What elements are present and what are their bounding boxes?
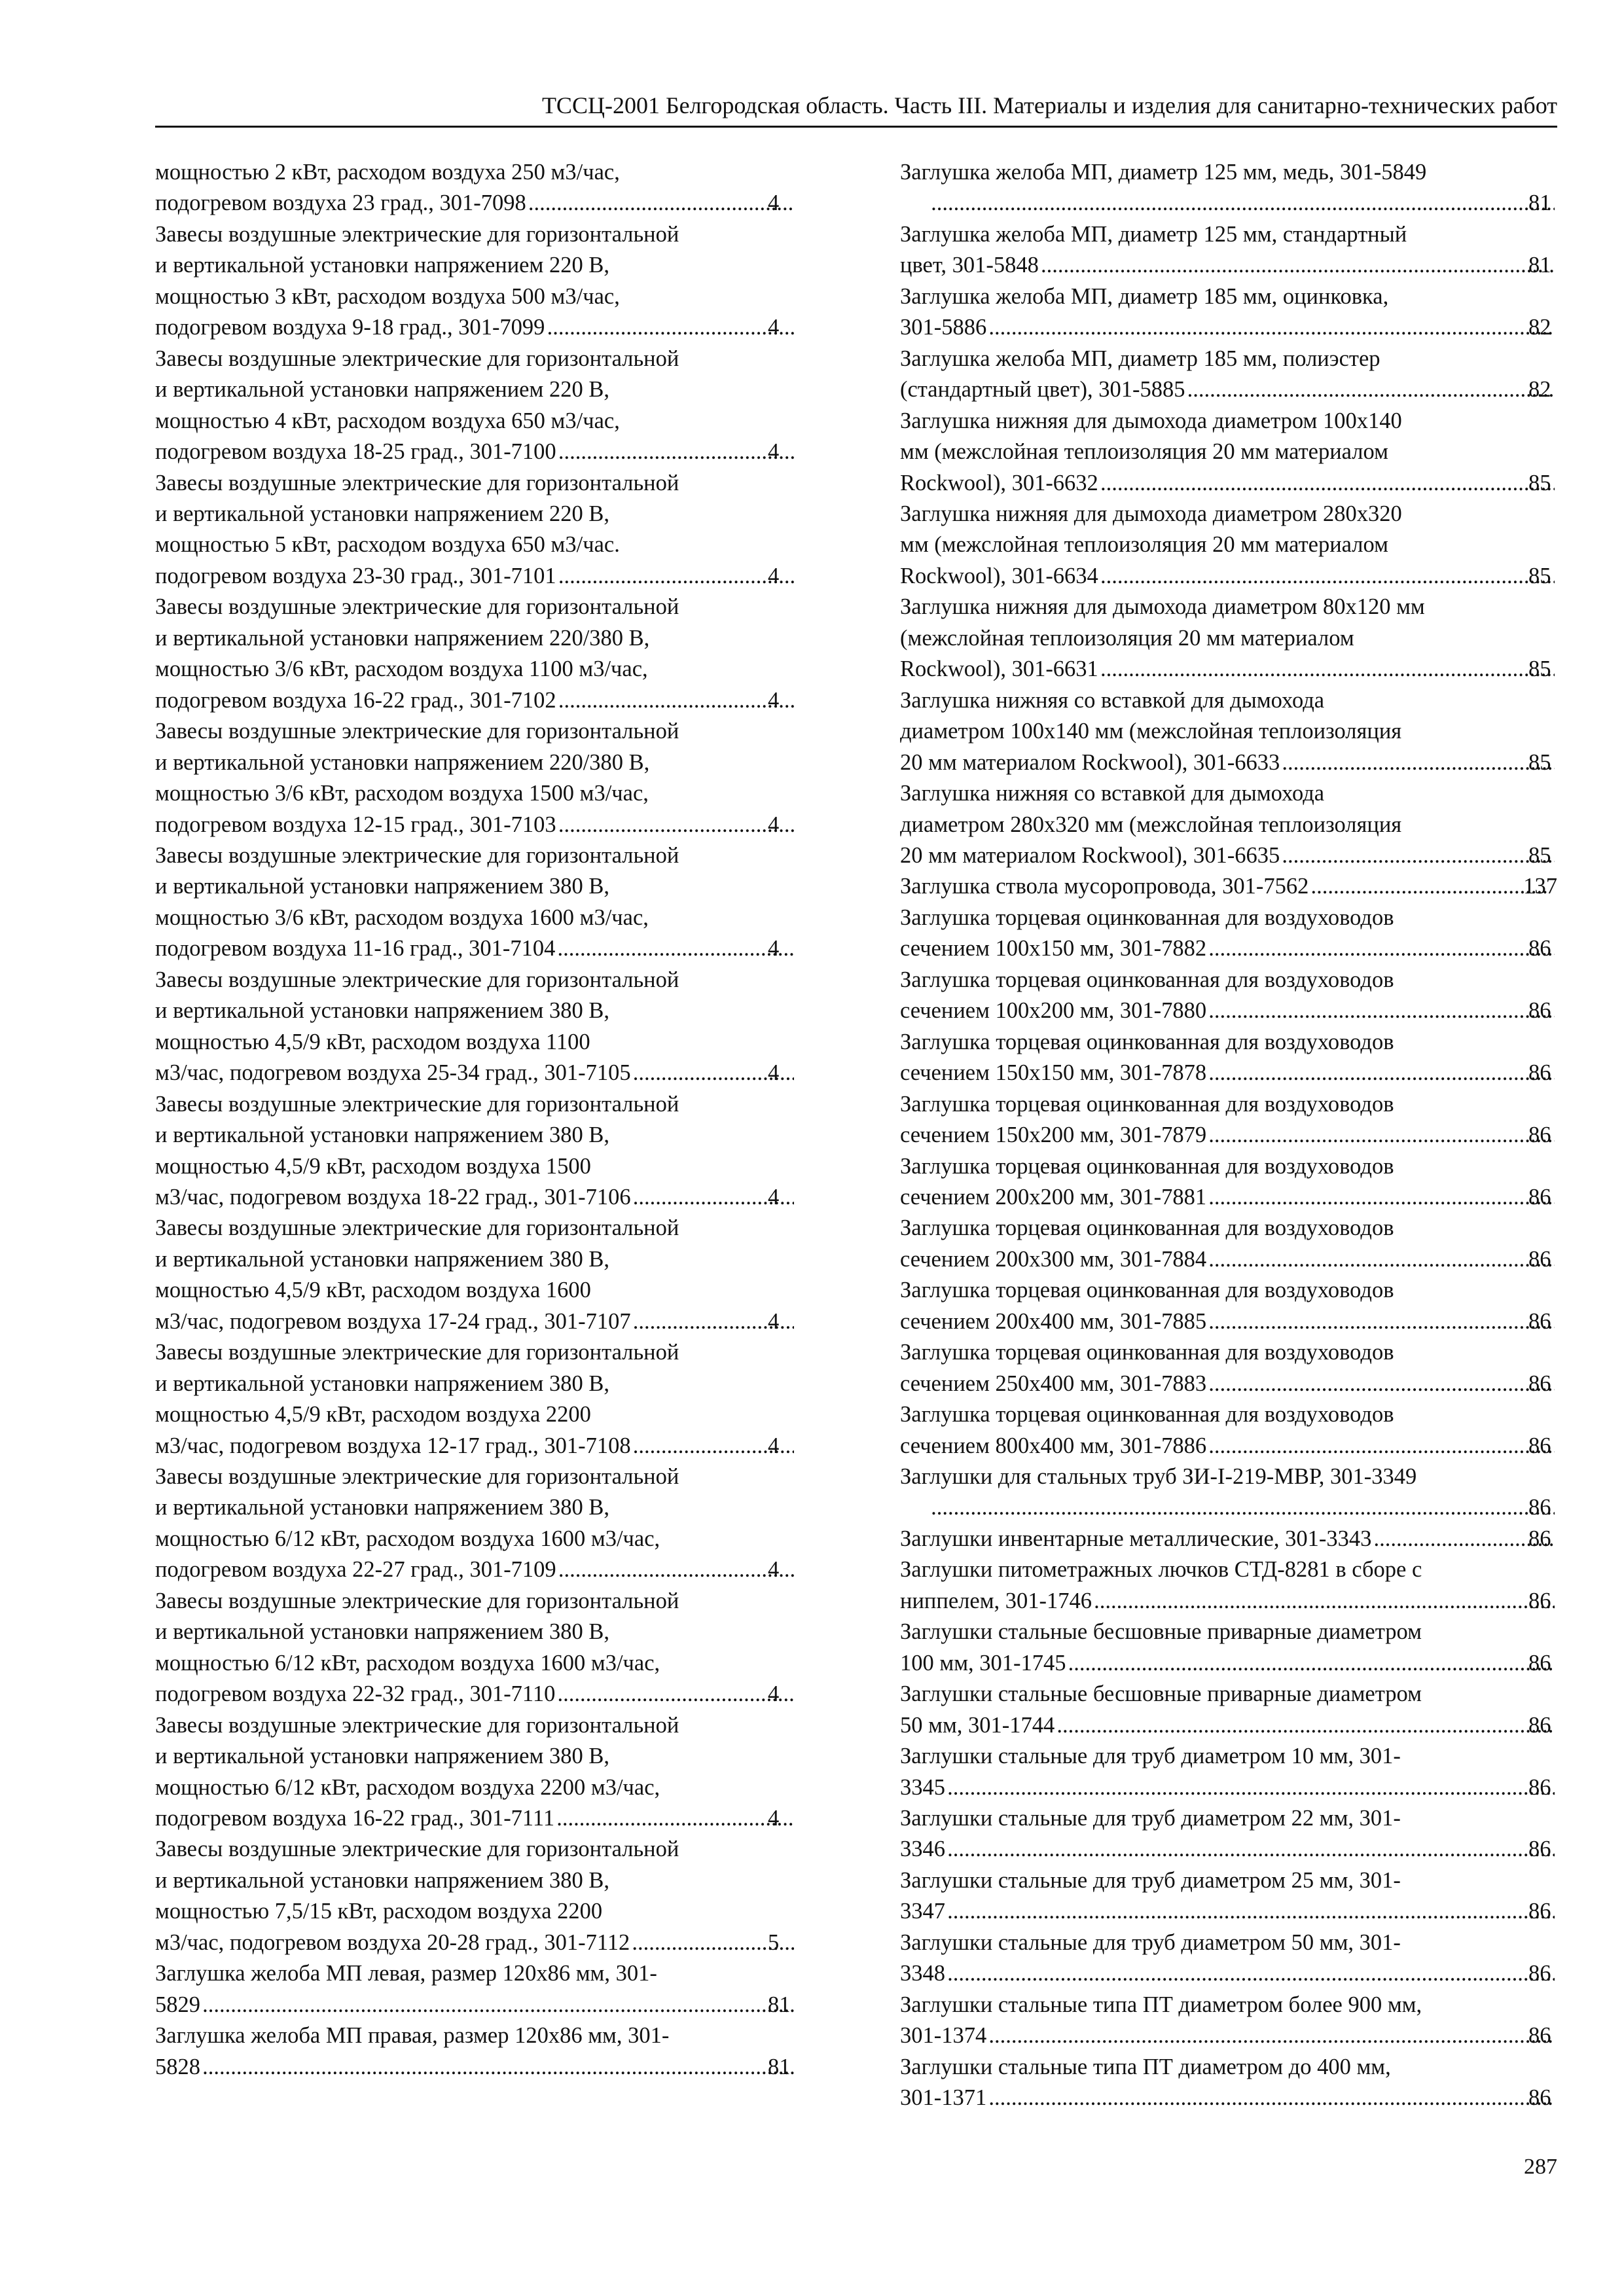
index-entry bbox=[900, 1524, 1557, 1554]
dot-leader bbox=[1209, 1182, 1555, 1213]
entry-text-line: подогревом воздуха 22-27 град., 301-7109 bbox=[155, 1557, 556, 1583]
entry-text-line: подогревом воздуха 12-15 град., 301-7103 bbox=[155, 812, 556, 837]
index-entry bbox=[900, 219, 1557, 281]
entry-text-line: сечением 100х150 мм, 301-7882 bbox=[900, 936, 1207, 961]
entry-leader-line: подогревом воздуха 18-25 град., 301-7100 ..... 4 bbox=[184, 437, 797, 467]
entry-text-line: Завесы воздушные электрические для горизонтальной bbox=[155, 1588, 679, 1613]
entry-text-line: Завесы воздушные электрические для горизонтальной bbox=[155, 594, 679, 620]
entry-text-line: Заглушки стальные для труб диаметром 25 мм, 301- bbox=[900, 1867, 1401, 1893]
entry-text-line: мм (межслойная теплоизоляция 20 мм материалом bbox=[900, 532, 1388, 558]
entry-text-line: мощностью 4,5/9 кВт, расходом воздуха 1600 bbox=[155, 1278, 591, 1303]
entry-text-line: Заглушка торцевая оцинкованная для воздуховодов bbox=[900, 1029, 1394, 1054]
entry-text-line: Заглушки стальные для труб диаметром 10 мм, 301- bbox=[900, 1744, 1401, 1769]
entry-leader-line: подогревом воздуха 22-32 град., 301-7110 ..... 4 bbox=[184, 1679, 797, 1710]
entry-leader-line: 100 мм, 301-1745 ..... 86 bbox=[929, 1648, 1557, 1679]
entry-leader-line: сечением 800х400 мм, 301-7886 ..... 86 bbox=[929, 1431, 1557, 1462]
dot-leader bbox=[948, 1958, 1555, 1989]
entry-text-line: 20 мм материалом Rockwool), 301-6635 bbox=[900, 842, 1280, 868]
index-entry bbox=[900, 1617, 1557, 1679]
dot-leader bbox=[1209, 996, 1555, 1026]
index-entry bbox=[155, 1958, 797, 2020]
entry-leader-line: Rockwool), 301-6631 ..... 85 bbox=[929, 654, 1557, 685]
entry-text-line: Заглушка нижняя для дымохода диаметром 80х120 мм bbox=[900, 594, 1425, 620]
index-column-left bbox=[155, 157, 797, 2083]
dot-leader bbox=[1209, 1306, 1555, 1337]
entry-text-line: сечением 200х400 мм, 301-7885 bbox=[900, 1308, 1207, 1334]
entry-text-line: 3348 bbox=[900, 1961, 945, 1986]
entry-leader-line: 3346 ..... 86 bbox=[929, 1834, 1557, 1865]
index-entry bbox=[900, 1803, 1557, 1865]
dot-leader bbox=[1282, 747, 1555, 778]
entry-leader-line: м3/час, подогревом воздуха 25-34 град., 301-7105 ..... 4 bbox=[184, 1058, 797, 1088]
entry-leader-line: (стандартный цвет), 301-5885 ..... 82 bbox=[929, 374, 1557, 405]
entry-text-line: (межслойная теплоизоляция 20 мм материалом bbox=[900, 625, 1354, 651]
entry-text-line: сечением 200х300 мм, 301-7884 bbox=[900, 1246, 1207, 1272]
entry-text-line: сечением 250х400 мм, 301-7883 bbox=[900, 1371, 1207, 1396]
entry-text-line: Rockwool), 301-6632 bbox=[900, 470, 1098, 495]
index-entry bbox=[155, 468, 797, 592]
entry-text-line: цвет, 301-5848 bbox=[900, 253, 1039, 278]
entry-text-line: Заглушка торцевая оцинкованная для воздуховодов bbox=[900, 1402, 1394, 1427]
entry-text-line: Заглушка нижняя со вставкой для дымохода bbox=[900, 687, 1325, 713]
entry-text-line: мощностью 4,5/9 кВт, расходом воздуха 2200 bbox=[155, 1402, 591, 1427]
dot-leader bbox=[1101, 468, 1555, 499]
entry-text-line: 3346 bbox=[900, 1837, 945, 1862]
entry-leader-line: 301-1374 ..... 86 bbox=[929, 2020, 1557, 2051]
entry-text-line: Заглушки стальные бесшовные приварные диаметром bbox=[900, 1681, 1422, 1707]
index-entry bbox=[155, 840, 797, 965]
entry-text-line: Завесы воздушные электрические для горизонтальной bbox=[155, 842, 679, 868]
entry-text-line: Заглушка торцевая оцинкованная для воздуховодов bbox=[900, 1215, 1394, 1241]
dot-leader bbox=[1187, 374, 1555, 405]
index-entry bbox=[155, 1462, 797, 1586]
dot-leader bbox=[1209, 1058, 1555, 1088]
entry-leader-line: м3/час, подогревом воздуха 12-17 град., 301-7108 ..... 4 bbox=[184, 1431, 797, 1462]
entry-text-line: мощностью 4,5/9 кВт, расходом воздуха 1500 bbox=[155, 1153, 591, 1179]
entry-text-line: Завесы воздушные электрические для горизонтальной bbox=[155, 1712, 679, 1738]
entry-text-line: 50 мм, 301-1744 bbox=[900, 1712, 1055, 1738]
dot-leader bbox=[948, 1772, 1555, 1803]
index-column-right bbox=[900, 157, 1557, 2114]
entry-text-line: сечением 200х200 мм, 301-7881 bbox=[900, 1184, 1207, 1210]
entry-leader-line bbox=[900, 871, 1557, 902]
index-entry bbox=[155, 592, 797, 716]
entry-text-line: подогревом воздуха 23 град., 301-7098 bbox=[155, 190, 526, 216]
entry-text-line: 100 мм, 301-1745 bbox=[900, 1650, 1066, 1676]
index-entry bbox=[155, 2020, 797, 2083]
entry-text-line: 5828 bbox=[155, 2054, 200, 2079]
entry-text-line: 5829 bbox=[155, 1992, 200, 2017]
index-entry bbox=[900, 1213, 1557, 1275]
dot-leader bbox=[989, 312, 1555, 343]
entry-text-line: подогревом воздуха 16-22 град., 301-7111 bbox=[155, 1806, 555, 1831]
entry-page-ref: 137 bbox=[1523, 874, 1557, 899]
entry-text-line: мощностью 5 кВт, расходом воздуха 650 м3/час. bbox=[155, 532, 620, 558]
dot-leader bbox=[931, 188, 1555, 219]
entry-leader-line: сечением 200х200 мм, 301-7881 ..... 86 bbox=[929, 1182, 1557, 1213]
entry-text-line: 301-1371 bbox=[900, 2085, 987, 2111]
entry-text-line: Заглушка торцевая оцинкованная для воздуховодов bbox=[900, 1340, 1394, 1365]
entry-text-line: мощностью 6/12 кВт, расходом воздуха 2200 м3/час, bbox=[155, 1774, 660, 1800]
entry-leader-line: м3/час, подогревом воздуха 18-22 град., 301-7106 ..... 4 bbox=[184, 1182, 797, 1213]
entry-text-line: Заглушка торцевая оцинкованная для воздуховодов bbox=[900, 905, 1394, 930]
entry-text-line: Rockwool), 301-6634 bbox=[900, 563, 1098, 588]
dot-leader bbox=[1101, 654, 1555, 685]
index-entry bbox=[155, 1337, 797, 1462]
entry-text-line: Заглушка нижняя для дымохода диаметром 280х320 bbox=[900, 501, 1402, 526]
entry-text-line: Заглушки стальные бесшовные приварные диаметром bbox=[900, 1619, 1422, 1645]
entry-text-line: 20 мм материалом Rockwool), 301-6633 bbox=[900, 749, 1280, 775]
entry-leader-line: сечением 100х200 мм, 301-7880 ..... 86 bbox=[929, 996, 1557, 1026]
entry-leader-line: подогревом воздуха 22-27 град., 301-7109 ..... 4 bbox=[184, 1554, 797, 1585]
entry-text-line: 301-5886 bbox=[900, 315, 987, 340]
entry-text-line: сечением 150х150 мм, 301-7878 bbox=[900, 1060, 1207, 1086]
entry-text-line: 3345 bbox=[900, 1774, 945, 1800]
index-entry bbox=[900, 499, 1557, 592]
dot-leader bbox=[1282, 840, 1555, 871]
dot-leader bbox=[1209, 933, 1555, 964]
entry-text-line: ниппелем, 301-1746 bbox=[900, 1588, 1092, 1613]
entry-text-line: Заглушки питометражных лючков СТД-8281 в сборе с bbox=[900, 1557, 1422, 1583]
dot-leader bbox=[1209, 1120, 1555, 1151]
entry-leader-line: 3348 ..... 86 bbox=[929, 1958, 1557, 1989]
index-entry bbox=[900, 592, 1557, 685]
entry-text-line: подогревом воздуха 9-18 град., 301-7099 bbox=[155, 315, 545, 340]
entry-text-line: сечением 150х200 мм, 301-7879 bbox=[900, 1122, 1207, 1148]
dot-leader bbox=[1374, 1524, 1555, 1554]
entry-leader-line: подогревом воздуха 23 град., 301-7098 ..... 4 bbox=[184, 188, 797, 219]
entry-text-line: сечением 800х400 мм, 301-7886 bbox=[900, 1433, 1207, 1458]
entry-leader-line: сечением 150х200 мм, 301-7879 ..... 86 bbox=[929, 1120, 1557, 1151]
entry-leader-line: Rockwool), 301-6634 ..... 85 bbox=[929, 561, 1557, 592]
entry-text-line: Заглушка желоба МП, диаметр 125 мм, стандартный bbox=[900, 221, 1407, 247]
entry-text-line: мощностью 4 кВт, расходом воздуха 650 м3/час, bbox=[155, 408, 620, 433]
dot-leader bbox=[1057, 1710, 1555, 1741]
entry-text-line: Заглушки для стальных труб ЗИ-I-219-МВР, 301-3349 bbox=[900, 1464, 1417, 1490]
dot-leader bbox=[559, 437, 794, 467]
entry-text-line: Завесы воздушные электрические для горизонтальной bbox=[155, 967, 679, 992]
entry-text-line: Заглушка желоба МП, диаметр 185 мм, оцинковка, bbox=[900, 283, 1389, 309]
entry-leader-line: 3345 ..... 86 bbox=[929, 1772, 1557, 1803]
entry-text-line: диаметром 280х320 мм (межслойная теплоизоляция bbox=[900, 812, 1402, 837]
header-title: ТССЦ-2001 Белгородская область. Часть III. Материалы и изделия для санитарно-технических работ bbox=[541, 92, 1557, 118]
entry-leader-line: м3/час, подогревом воздуха 17-24 град., 301-7107 ..... 4 bbox=[184, 1306, 797, 1337]
entry-leader-line: 301-5886 ..... 82 bbox=[929, 312, 1557, 343]
index-entry bbox=[900, 1679, 1557, 1741]
entry-text-line: и вертикальной установки напряжением 220/380 В, bbox=[155, 625, 650, 651]
entry-text-line: Заглушка желоба МП, диаметр 125 мм, медь, 301-5849 bbox=[900, 160, 1427, 185]
dot-leader bbox=[558, 1679, 794, 1710]
index-entry bbox=[900, 344, 1557, 406]
dot-leader bbox=[948, 1834, 1555, 1865]
index-entry bbox=[155, 965, 797, 1089]
dot-leader bbox=[547, 312, 794, 343]
entry-text-line: Заглушки стальные типа ПТ диаметром до 400 мм, bbox=[900, 2054, 1391, 2079]
index-entry bbox=[900, 1554, 1557, 1617]
entry-leader-line: 5828 ..... 81 bbox=[184, 2052, 797, 2083]
entry-text-line: Заглушки стальные для труб диаметром 50 мм, 301- bbox=[900, 1929, 1401, 1955]
index-entry bbox=[155, 1586, 797, 1710]
entry-text-line: Завесы воздушные электрические для горизонтальной bbox=[155, 1215, 679, 1241]
entry-text-line: Завесы воздушные электрические для горизонтальной bbox=[155, 1091, 679, 1117]
index-entry bbox=[900, 1027, 1557, 1089]
entry-text-line: м3/час, подогревом воздуха 18-22 град., 301-7106 bbox=[155, 1184, 631, 1210]
entry-text-line: и вертикальной установки напряжением 380 В, bbox=[155, 1495, 609, 1520]
entry-text-line: и вертикальной установки напряжением 380 В, bbox=[155, 1371, 609, 1396]
entry-text-line: мощностью 7,5/15 кВт, расходом воздуха 2200 bbox=[155, 1899, 603, 1924]
index-entry bbox=[155, 344, 797, 468]
entry-leader-line: сечением 200х300 мм, 301-7884 ..... 86 bbox=[929, 1244, 1557, 1275]
dot-leader bbox=[203, 2052, 794, 2083]
entry-text-line: мм (межслойная теплоизоляция 20 мм материалом bbox=[900, 439, 1388, 465]
entry-leader-line: подогревом воздуха 9-18 град., 301-7099 ..... 4 bbox=[184, 312, 797, 343]
entry-text-line: Завесы воздушные электрические для горизонтальной bbox=[155, 719, 679, 744]
entry-text-line: и вертикальной установки напряжением 380 В, bbox=[155, 1619, 609, 1645]
dot-leader bbox=[1094, 1586, 1555, 1617]
entry-text-line: Заглушка желоба МП правая, размер 120х86 мм, 301- bbox=[155, 2023, 670, 2049]
entry-text-line: Заглушка ствола мусоропровода, 301-7562 bbox=[900, 874, 1309, 899]
entry-leader-line: сечением 200х400 мм, 301-7885 ..... 86 bbox=[929, 1306, 1557, 1337]
entry-text-line: Rockwool), 301-6631 bbox=[900, 656, 1098, 682]
index-entry bbox=[900, 965, 1557, 1027]
entry-leader-line: ниппелем, 301-1746 ..... 86 bbox=[929, 1586, 1557, 1617]
index-entry bbox=[900, 1462, 1557, 1524]
index-entry bbox=[900, 685, 1557, 778]
entry-leader-line: 20 мм материалом Rockwool), 301-6635 ..... 85 bbox=[929, 840, 1557, 871]
entry-leader-line: 3347 ..... 86 bbox=[929, 1896, 1557, 1927]
entry-leader-line: подогревом воздуха 16-22 град., 301-7111 ..... 4 bbox=[184, 1803, 797, 1834]
entry-text-line: Завесы воздушные электрические для горизонтальной bbox=[155, 470, 679, 495]
index-entry bbox=[900, 157, 1557, 219]
entry-text-line: Заглушка желоба МП, диаметр 185 мм, полиэстер bbox=[900, 346, 1380, 371]
entry-text-line: подогревом воздуха 16-22 град., 301-7102 bbox=[155, 687, 556, 713]
page-number: 287 bbox=[1524, 2155, 1557, 2179]
entry-text-line: Завесы воздушные электрические для горизонтальной bbox=[155, 1340, 679, 1365]
dot-leader bbox=[989, 2083, 1555, 2113]
entry-leader-line: м3/час, подогревом воздуха 20-28 град., 301-7112 ..... 5 bbox=[184, 1928, 797, 1958]
entry-leader-line: цвет, 301-5848 ..... 81 bbox=[929, 250, 1557, 281]
entry-leader-line: 50 мм, 301-1744 ..... 86 bbox=[929, 1710, 1557, 1741]
entry-leader-line: 20 мм материалом Rockwool), 301-6633 ..... 85 bbox=[929, 747, 1557, 778]
entry-leader-line: ..... 81 bbox=[929, 188, 1557, 219]
index-entry bbox=[900, 281, 1557, 344]
dot-leader bbox=[1209, 1244, 1555, 1275]
entry-leader-line: подогревом воздуха 12-15 град., 301-7103 ..... 4 bbox=[184, 810, 797, 840]
entry-leader-line: сечением 100х150 мм, 301-7882 ..... 86 bbox=[929, 933, 1557, 964]
entry-text-line: мощностью 3 кВт, расходом воздуха 500 м3/час, bbox=[155, 283, 620, 309]
entry-leader-line: ..... 86 bbox=[929, 1492, 1557, 1523]
entry-text-line: и вертикальной установки напряжением 380 В, bbox=[155, 1744, 609, 1769]
dot-leader bbox=[931, 1492, 1555, 1523]
index-entry bbox=[155, 1213, 797, 1337]
index-entry bbox=[900, 1741, 1557, 1803]
entry-leader-line: 301-1371 ..... 86 bbox=[929, 2083, 1557, 2113]
dot-leader bbox=[529, 188, 794, 219]
dot-leader bbox=[1041, 250, 1555, 281]
index-entry bbox=[900, 1151, 1557, 1213]
index-entry bbox=[900, 1275, 1557, 1337]
dot-leader bbox=[1069, 1648, 1555, 1679]
entry-text-line: Заглушка желоба МП левая, размер 120х86 мм, 301- bbox=[155, 1961, 657, 1986]
entry-text-line: и вертикальной установки напряжением 220/380 В, bbox=[155, 749, 650, 775]
entry-leader-line: Заглушки инвентарные металлические, 301-3343 ..... 86 bbox=[929, 1524, 1557, 1554]
entry-text-line: м3/час, подогревом воздуха 25-34 град., 301-7105 bbox=[155, 1060, 631, 1086]
entry-text-line: и вертикальной установки напряжением 380 В, bbox=[155, 1246, 609, 1272]
entry-text-line: Завесы воздушные электрические для горизонтальной bbox=[155, 221, 679, 247]
entry-text-line: и вертикальной установки напряжением 220 В, bbox=[155, 253, 609, 278]
dot-leader bbox=[559, 1554, 794, 1585]
dot-leader bbox=[203, 1990, 794, 2020]
entry-text-line: м3/час, подогревом воздуха 12-17 град., 301-7108 bbox=[155, 1433, 631, 1458]
dot-leader bbox=[1209, 1369, 1555, 1399]
entry-text-line: 301-1374 bbox=[900, 2023, 987, 2049]
entry-text-line: и вертикальной установки напряжением 380 В, bbox=[155, 998, 609, 1024]
index-entry bbox=[155, 1710, 797, 1835]
entry-text-line: и вертикальной установки напряжением 220 В, bbox=[155, 501, 609, 526]
entry-text-line: Заглушка торцевая оцинкованная для воздуховодов bbox=[900, 967, 1394, 992]
index-entry bbox=[900, 1399, 1557, 1462]
entry-text-line: подогревом воздуха 23-30 град., 301-7101 bbox=[155, 563, 556, 588]
entry-text-line: Заглушка торцевая оцинкованная для воздуховодов bbox=[900, 1091, 1394, 1117]
entry-text-line: подогревом воздуха 11-16 град., 301-7104 bbox=[155, 936, 556, 961]
entry-text-line: мощностью 3/6 кВт, расходом воздуха 1500 м3/час, bbox=[155, 781, 649, 806]
entry-text-line: мощностью 6/12 кВт, расходом воздуха 1600 м3/час, bbox=[155, 1650, 660, 1676]
entry-text-line: 3347 bbox=[900, 1899, 945, 1924]
index-entry bbox=[900, 871, 1557, 902]
entry-text-line: и вертикальной установки напряжением 380 В, bbox=[155, 1867, 609, 1893]
dot-leader bbox=[559, 561, 794, 592]
index-entry bbox=[155, 1834, 797, 1958]
entry-leader-line: подогревом воздуха 23-30 град., 301-7101 ..... 4 bbox=[184, 561, 797, 592]
dot-leader bbox=[1209, 1431, 1555, 1462]
entry-text-line: мощностью 4,5/9 кВт, расходом воздуха 1100 bbox=[155, 1029, 590, 1054]
dot-leader bbox=[1311, 871, 1549, 902]
entry-text-line: Заглушка нижняя для дымохода диаметром 100х140 bbox=[900, 408, 1402, 433]
entry-text-line: сечением 100х200 мм, 301-7880 bbox=[900, 998, 1207, 1024]
entry-leader-line: сечением 250х400 мм, 301-7883 ..... 86 bbox=[929, 1369, 1557, 1399]
entry-text-line: мощностью 2 кВт, расходом воздуха 250 м3/час, bbox=[155, 160, 620, 185]
entry-text-line: Завесы воздушные электрические для горизонтальной bbox=[155, 1837, 679, 1862]
entry-text-line: и вертикальной установки напряжением 380 В, bbox=[155, 1122, 609, 1148]
entry-text-line: Заглушки инвентарные металлические, 301-3343 bbox=[900, 1526, 1372, 1551]
entry-text-line: подогревом воздуха 18-25 град., 301-7100 bbox=[155, 439, 556, 465]
index-entry bbox=[900, 1990, 1557, 2052]
entry-text-line: мощностью 6/12 кВт, расходом воздуха 1600 м3/час, bbox=[155, 1526, 660, 1551]
entry-leader-line: Rockwool), 301-6632 ..... 85 bbox=[929, 468, 1557, 499]
dot-leader bbox=[1101, 561, 1555, 592]
index-entry bbox=[155, 219, 797, 344]
index-entry bbox=[900, 1337, 1557, 1399]
entry-leader-line: сечением 150х150 мм, 301-7878 ..... 86 bbox=[929, 1058, 1557, 1088]
entry-text-line: Заглушка торцевая оцинкованная для воздуховодов bbox=[900, 1278, 1394, 1303]
index-entry bbox=[900, 1089, 1557, 1151]
dot-leader bbox=[948, 1896, 1555, 1927]
entry-text-line: мощностью 3/6 кВт, расходом воздуха 1600 м3/час, bbox=[155, 905, 649, 930]
entry-text-line: и вертикальной установки напряжением 380 В, bbox=[155, 874, 609, 899]
index-entry bbox=[155, 716, 797, 840]
entry-text-line: (стандартный цвет), 301-5885 bbox=[900, 377, 1185, 403]
entry-text-line: диаметром 100х140 мм (межслойная теплоизоляция bbox=[900, 719, 1402, 744]
entry-text-line: Завесы воздушные электрические для горизонтальной bbox=[155, 1464, 679, 1490]
dot-leader bbox=[558, 933, 794, 964]
entry-text-line: Заглушки стальные типа ПТ диаметром более 900 мм, bbox=[900, 1992, 1422, 2017]
entry-text-line: мощностью 3/6 кВт, расходом воздуха 1100 м3/час, bbox=[155, 656, 648, 682]
entry-text-line: Заглушка нижняя со вставкой для дымохода bbox=[900, 781, 1325, 806]
dot-leader bbox=[557, 1803, 794, 1834]
entry-text-line: м3/час, подогревом воздуха 20-28 град., 301-7112 bbox=[155, 1929, 630, 1955]
entry-text-line: подогревом воздуха 22-32 град., 301-7110 bbox=[155, 1681, 556, 1707]
index-entry bbox=[900, 903, 1557, 965]
dot-leader bbox=[559, 810, 794, 840]
index-entry bbox=[155, 1089, 797, 1213]
entry-leader-line: подогревом воздуха 16-22 град., 301-7102 ..... 4 bbox=[184, 685, 797, 716]
entry-text-line: Завесы воздушные электрические для горизонтальной bbox=[155, 346, 679, 371]
index-entry bbox=[900, 1865, 1557, 1928]
index-entry bbox=[155, 157, 797, 219]
index-entry bbox=[900, 406, 1557, 499]
entry-leader-line: подогревом воздуха 11-16 град., 301-7104 ..... 4 bbox=[184, 933, 797, 964]
entry-text-line: и вертикальной установки напряжением 220 В, bbox=[155, 377, 609, 403]
entry-text-line: Заглушка торцевая оцинкованная для воздуховодов bbox=[900, 1153, 1394, 1179]
entry-leader-line: 5829 ..... 81 bbox=[184, 1990, 797, 2020]
index-entry bbox=[900, 1928, 1557, 1990]
entry-text-line: Заглушки стальные для труб диаметром 22 мм, 301- bbox=[900, 1806, 1401, 1831]
dot-leader bbox=[559, 685, 794, 716]
dot-leader bbox=[989, 2020, 1555, 2051]
entry-text-line: м3/час, подогревом воздуха 17-24 град., 301-7107 bbox=[155, 1308, 631, 1334]
index-entry bbox=[900, 2052, 1557, 2114]
running-header bbox=[155, 79, 1557, 128]
index-entry bbox=[900, 778, 1557, 871]
